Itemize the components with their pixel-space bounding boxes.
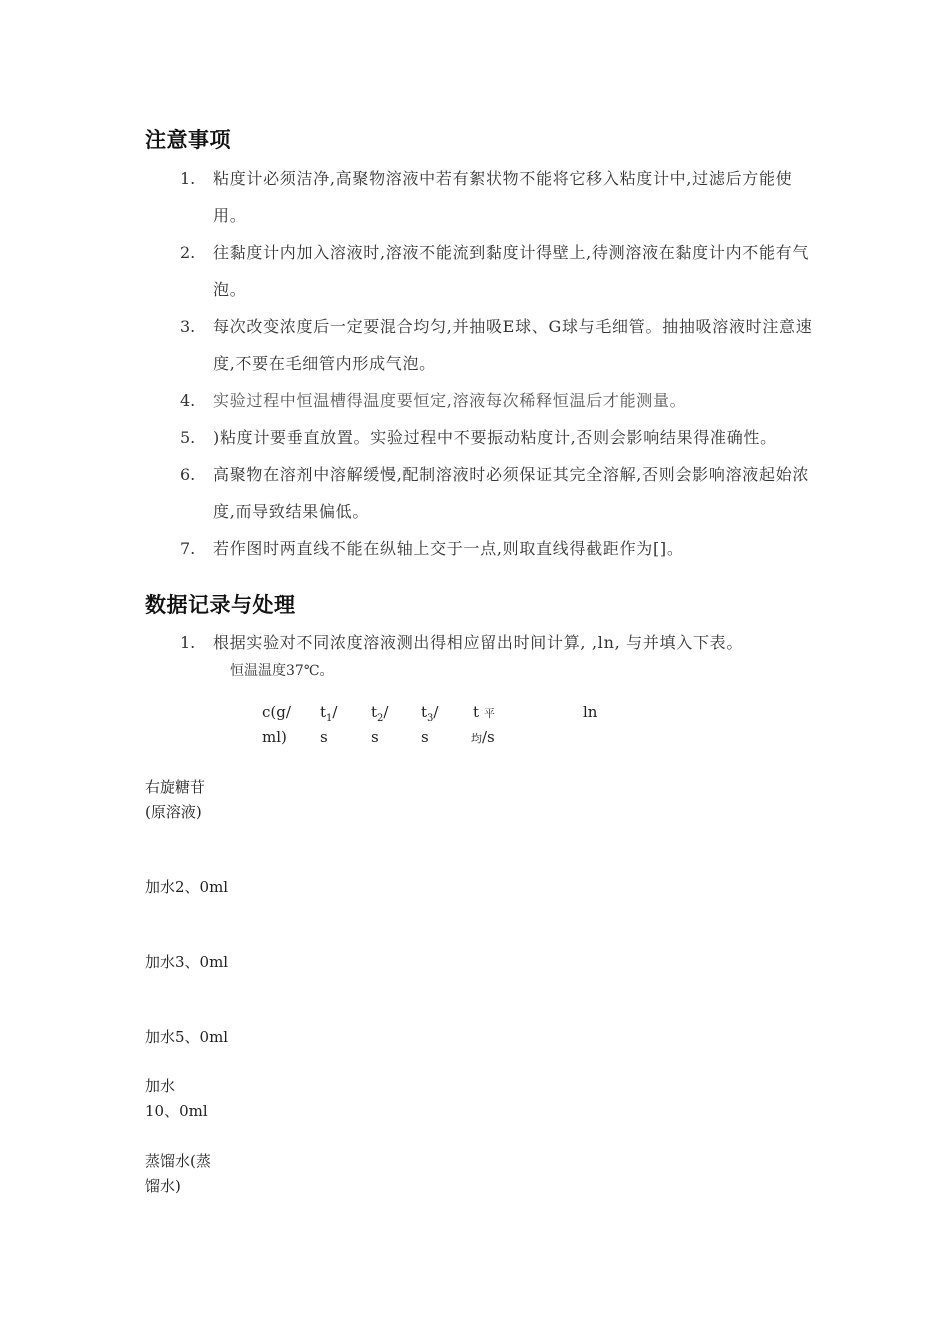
- header-t3-unit: s: [421, 728, 429, 746]
- item-number: 5.: [180, 428, 196, 447]
- header-tavg-unit: 均/s: [471, 728, 495, 746]
- row-label: 10、0ml: [145, 1102, 208, 1120]
- section-title-data: 数据记录与处理: [145, 593, 296, 617]
- row-label: 加水: [145, 1077, 176, 1095]
- item-text: 粘度计必须洁净,高聚物溶液中若有絮状物不能将它移入粘度计中,过滤后方能使用。: [213, 169, 793, 225]
- row-label: (原溶液): [145, 803, 202, 821]
- row-label: 加水5、0ml: [145, 1028, 229, 1046]
- list-item: [0, 530, 813, 567]
- header-tavg: t 平: [473, 703, 495, 721]
- data-list: [0, 624, 813, 661]
- list-item: [0, 419, 813, 456]
- item-number: 7.: [180, 539, 196, 558]
- item-text: 若作图时两直线不能在纵轴上交于一点,则取直线得截距作为[]。: [213, 539, 684, 558]
- list-item: [0, 624, 813, 661]
- item-text: )粘度计要垂直放置。实验过程中不要振动粘度计,否则会影响结果得准确性。: [213, 428, 777, 447]
- item-number: 2.: [180, 243, 196, 262]
- row-label: 加水3、0ml: [145, 953, 229, 971]
- header-t1-unit: s: [320, 728, 328, 746]
- header-ln: ln: [583, 703, 598, 721]
- item-text: 往黏度计内加入溶液时,溶液不能流到黏度计得壁上,待测溶液在黏度计内不能有气泡。: [213, 243, 810, 299]
- header-t2: $t_2/$: [371, 703, 389, 724]
- item-text: 高聚物在溶剂中溶解缓慢,配制溶液时必须保证其完全溶解,否则会影响溶液起始浓度,而导致结果偏低。: [213, 465, 810, 521]
- list-item: [0, 234, 813, 308]
- list-item: [0, 382, 813, 419]
- list-item: [0, 160, 813, 234]
- notes-list: [0, 160, 813, 567]
- item-number: 6.: [180, 465, 196, 484]
- item-number: 3.: [180, 317, 196, 336]
- list-item: [0, 456, 813, 530]
- temperature-note: 恒温温度37℃。: [230, 663, 334, 679]
- header-t2-unit: s: [371, 728, 379, 746]
- item-text: 实验过程中恒温槽得温度要恒定,溶液每次稀释恒温后才能测量。: [213, 391, 687, 410]
- item-number: 4.: [180, 391, 196, 410]
- row-label: 右旋糖苷: [145, 778, 206, 796]
- header-c-unit: ml): [262, 728, 287, 746]
- header-c: c(g/: [262, 703, 291, 721]
- item-text: 根据实验对不同浓度溶液测出得相应留出时间计算, ,ln, 与并填入下表。: [213, 633, 744, 652]
- row-label: 馏水): [145, 1177, 181, 1195]
- section-title-notes: 注意事项: [145, 128, 231, 152]
- header-t1: $t_1/$: [320, 703, 338, 724]
- row-label: 加水2、0ml: [145, 878, 229, 896]
- list-item: [0, 308, 813, 382]
- item-number: 1.: [180, 169, 196, 188]
- item-number: 1.: [180, 633, 196, 652]
- row-label: 蒸馏水(蒸: [145, 1152, 211, 1170]
- item-text: 每次改变浓度后一定要混合均匀,并抽吸E球、G球与毛细管。抽抽吸溶液时注意速度,不要在毛细管内形成气泡。: [213, 317, 813, 373]
- header-t3: $t_3/$: [421, 703, 439, 724]
